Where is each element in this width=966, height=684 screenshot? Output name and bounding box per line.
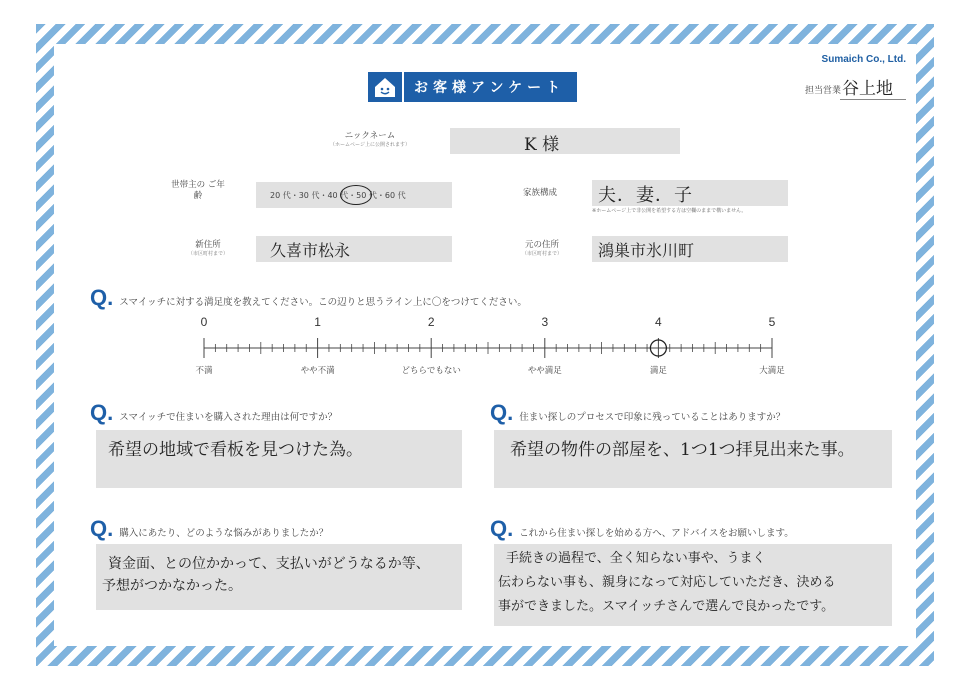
family-field [592,180,788,206]
new-address-label: 新住所 [195,240,221,250]
q4-text: 購入にあたり、どのような悩みがありましたか？ [119,528,329,539]
age-options: 20 代・30 代・40 代・50 代・60 代 [270,191,406,200]
scale-numbers [201,315,776,329]
staff-underline [840,99,906,100]
q3-text: 住まい探しのプロセスで印象に残っていることはありますか？ [519,412,786,423]
q2-answer: 希望の地域で看板を見つけた為。 [108,440,363,460]
nickname-label: ニックネーム [344,131,396,141]
house-smile-icon [368,72,402,102]
company-name: Sumaich Co., Ltd. [821,54,906,65]
q1-text: スマイッチに対する満足度を教えてください。この辺りと思うライン上に〇をつけてください。 [119,297,527,308]
scale-number: 3 [541,315,549,329]
q3-mark: Q. [490,400,514,425]
q4-answer-line-2: 予想がつかなかった。 [102,578,242,594]
q4-heading [90,516,328,542]
q2-text: スマイッチで住まいを購入された理由は何ですか？ [119,412,338,423]
new-address-label-group [178,240,238,257]
family-value: 夫．妻．子 [598,185,693,206]
q2-answer-box [96,430,462,488]
old-address-label-group [512,240,572,257]
staff-value: 谷上地 [842,79,893,99]
scale-number: 5 [768,315,776,329]
q5-answer-line-3: 事ができました。スマイッチさんで選んで良かったです。 [498,599,835,614]
old-address-label: 元の住所 [524,240,559,250]
scale-number: 1 [314,315,321,329]
scale-word: どちらでもない [401,366,461,376]
survey-title [368,72,577,102]
scale-word: やや満足 [527,366,562,376]
q1-mark: Q. [90,285,114,310]
q5-mark: Q. [490,516,514,541]
family-label: 家族構成 [522,188,557,198]
q2-heading [90,400,337,426]
new-address-value: 久喜市松永 [270,241,351,260]
q5-answer-box [494,544,892,626]
old-address-field [592,236,788,262]
new-address-field [256,236,452,262]
scale-word: やや不満 [300,366,335,376]
q3-answer: 希望の物件の部屋を、1つ1つ拝見出来た事。 [510,440,855,460]
family-note: ※ホームページ上で非公開を希望する方は空欄のままで構いません。 [592,208,747,214]
nickname-label-group [300,131,440,148]
staff-label: 担当営業 [805,86,842,96]
age-selected-circle [340,185,372,205]
age-field [256,182,452,208]
scale-word: 不満 [195,366,213,376]
q5-answer-line-1: 手続きの過程で、全く知らない事や、うまく [506,551,766,566]
q5-text: これから住まい探しを始める方へ、アドバイスをお願いします。 [519,528,794,539]
nickname-field [450,128,680,154]
q4-answer-box [96,544,462,610]
scale-number: 4 [655,315,662,329]
scale-word: 大満足 [759,366,785,376]
old-address-value: 鴻巣市氷川町 [598,241,695,260]
nickname-sublabel: （ホームページ上に公開されます） [330,141,410,148]
age-label: 世帯主の ご年齢 [171,180,225,201]
q5-answer-line-2: 伝わらない事も、親身になって対応していただき、決める [498,575,836,590]
scale-number: 0 [200,315,208,329]
new-address-sublabel: （市区町村まで） [187,250,228,257]
q3-heading [490,400,785,426]
page-title: お客様アンケート [414,80,566,96]
q2-mark: Q. [90,400,114,425]
old-address-sublabel: （市区町村まで） [521,250,562,257]
q5-heading [490,516,794,542]
q4-answer-line-1: 資金面、との位かかって、支払いがどうなるか等、 [108,556,430,572]
q4-mark: Q. [90,516,114,541]
nickname-value: K 様 [524,135,560,155]
q1-heading [90,285,527,311]
scale-word: 満足 [649,366,667,376]
scale-number: 2 [427,315,435,329]
q3-answer-box [494,430,892,488]
